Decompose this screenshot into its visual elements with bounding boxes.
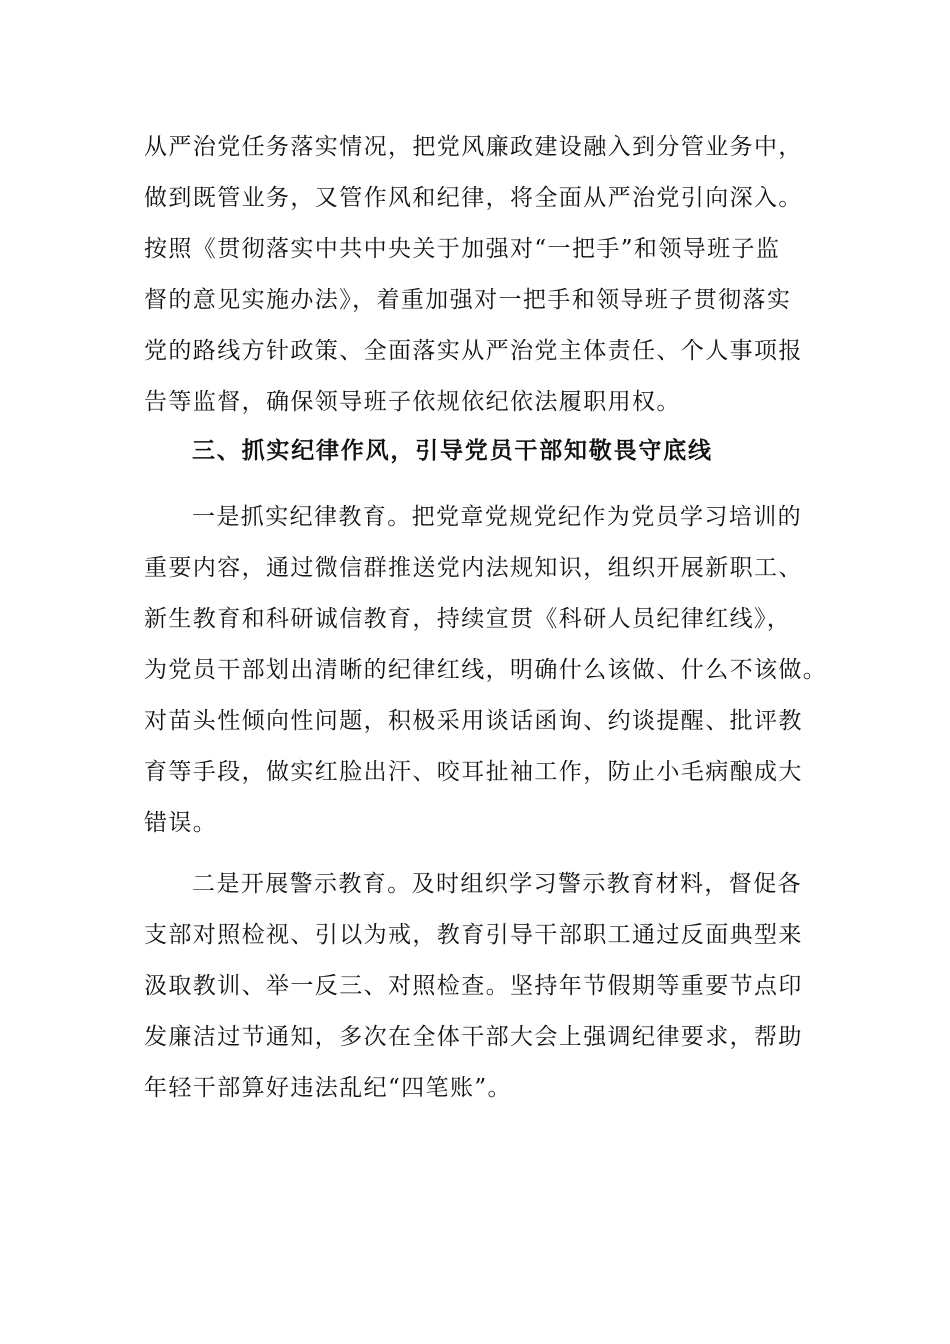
paragraph-line: 一是抓实纪律教育。把党章党规党纪作为党员学习培训的: [192, 504, 802, 530]
paragraph-line: 对苗头性倾向性问题，积极采用谈话函询、约谈提醒、批评教: [144, 708, 803, 734]
paragraph-line: 年轻干部算好违法乱纪“四笔账”。: [144, 1075, 512, 1101]
paragraph-line: 按照《贯彻落实中共中央关于加强对“一把手”和领导班子监: [144, 236, 781, 262]
paragraph-line: 发廉洁过节通知，多次在全体干部大会上强调纪律要求，帮助: [144, 1024, 803, 1050]
paragraph-line: 二是开展警示教育。及时组织学习警示教育材料，督促各: [192, 871, 802, 897]
paragraph-line: 育等手段，做实红脸出汗、咬耳扯袖工作，防止小毛病酿成大: [144, 759, 803, 785]
paragraph-line: 从严治党任务落实情况，把党风廉政建设融入到分管业务中，: [144, 134, 803, 160]
paragraph-line: 支部对照检视、引以为戒，教育引导干部职工通过反面典型来: [144, 922, 803, 948]
paragraph-line: 新生教育和科研诚信教育，持续宣贯《科研人员纪律红线》，: [144, 606, 792, 632]
paragraph-line: 为党员干部划出清晰的纪律红线，明确什么该做、什么不该做。: [144, 657, 828, 683]
continued-paragraph: [144, 122, 812, 428]
paragraph-line: 汲取教训、举一反三、对照检查。坚持年节假期等重要节点印: [144, 973, 803, 999]
paragraph-line: 告等监督，确保领导班子依规依纪依法履职用权。: [144, 389, 681, 415]
paragraph-line: 党的路线方针政策、全面落实从严治党主体责任、个人事项报: [144, 338, 803, 364]
paragraph-line: 做到既管业务，又管作风和纪律，将全面从严治党引向深入。: [144, 185, 803, 211]
paragraph-line: 督的意见实施办法》，着重加强对一把手和领导班子贯彻落实: [144, 287, 792, 313]
section-heading-text: 三、抓实纪律作风，引导党员干部知敬畏守底线: [192, 438, 713, 464]
paragraph-line: 错误。: [144, 810, 218, 836]
paragraph-line: 重要内容，通过微信群推送党内法规知识，组织开展新职工、: [144, 555, 803, 581]
warning-education-paragraph: [144, 859, 812, 1114]
discipline-education-paragraph: [144, 492, 828, 849]
section-heading: [144, 426, 812, 477]
